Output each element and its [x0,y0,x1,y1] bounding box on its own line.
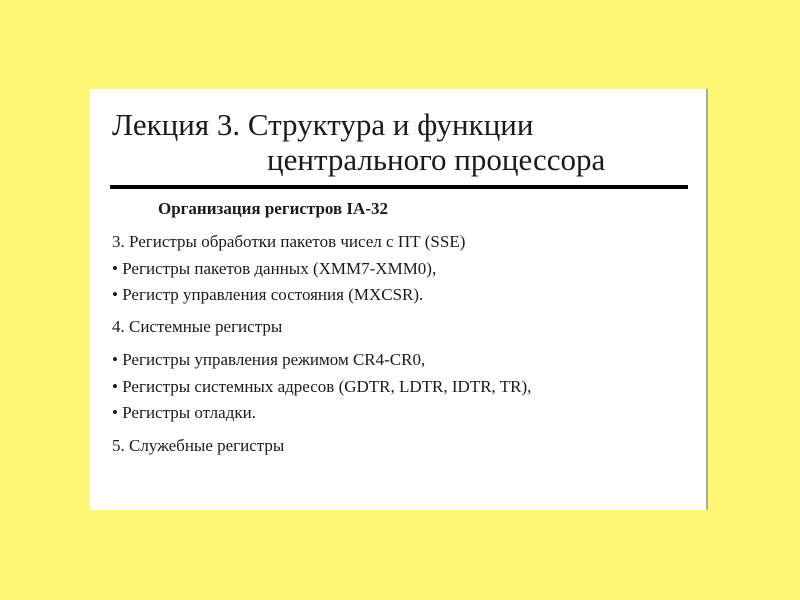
section-subtitle: Организация регистров IA-32 [158,199,388,218]
slide-title-line-2: центрального процессора [267,142,606,177]
bullet-control-registers: • Регистры управления режимом CR4-CR0, [112,350,426,369]
heading-service-registers: 5. Служебные регистры [112,436,285,455]
bullet-xmm-registers: • Регистры пакетов данных (XMM7-XMM0), [112,259,437,278]
bullet-debug-registers: • Регистры отладки. [112,403,256,422]
slide [90,89,708,510]
slide-title-line-1: Лекция 3. Структура и функции [112,107,534,142]
bullet-system-address-registers: • Регистры системных адресов (GDTR, LDTR, IDTR, TR), [112,377,532,396]
bullet-mxcsr-register: • Регистр управления состояния (MXCSR). [112,285,424,304]
heading-system-registers: 4. Системные регистры [112,317,283,336]
heading-sse-registers: 3. Регистры обработки пакетов чисел с ПТ (SSE) [112,232,466,251]
title-divider [110,185,688,189]
